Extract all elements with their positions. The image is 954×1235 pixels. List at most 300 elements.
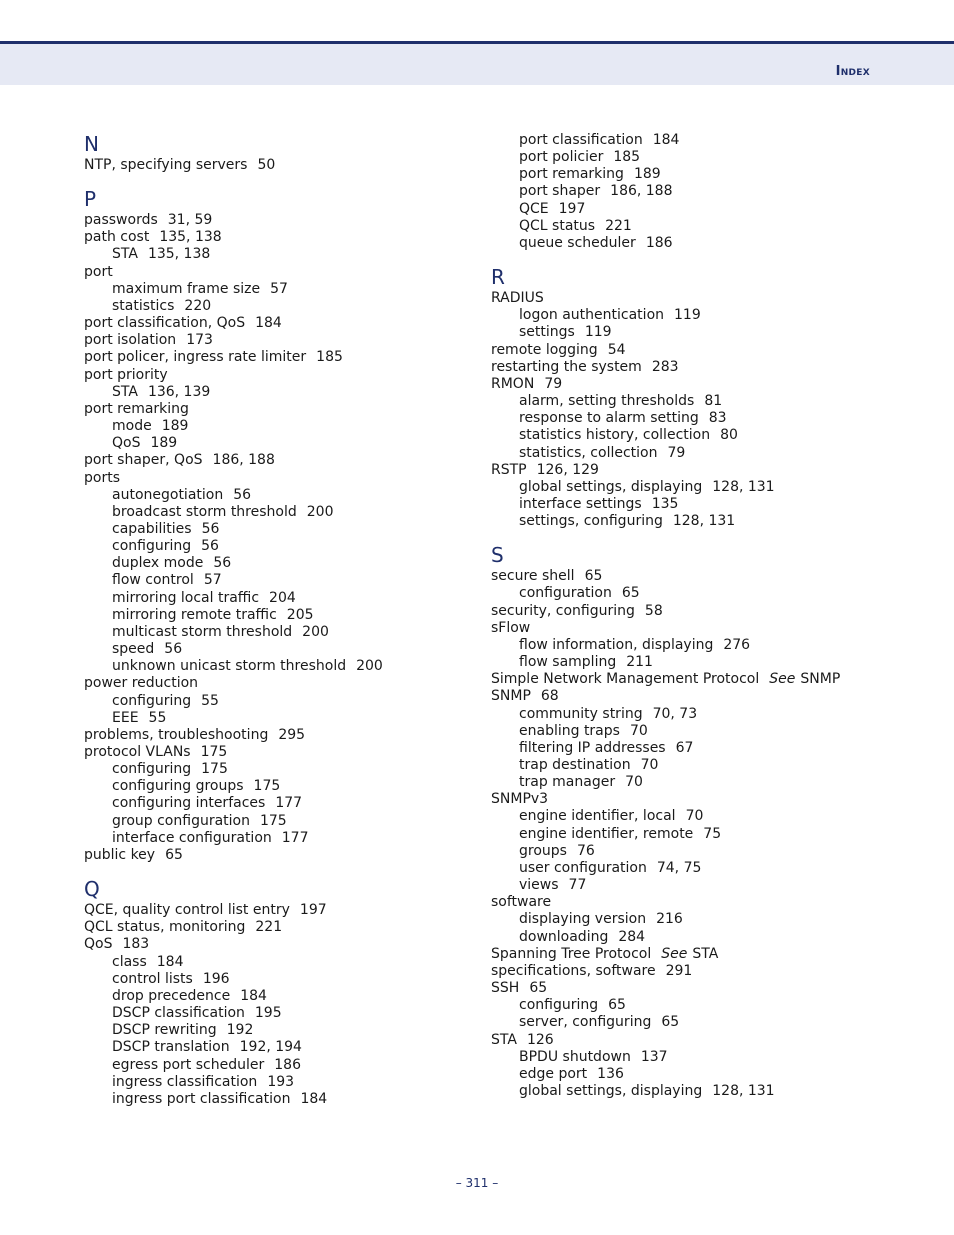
index-subentry — [491, 201, 881, 218]
index-page-refs: 184 — [255, 315, 282, 332]
index-subentry — [84, 1074, 474, 1091]
see-reference-target: STA — [692, 945, 719, 962]
index-term: views — [519, 877, 559, 894]
index-subentry — [84, 555, 474, 572]
index-subentry — [491, 774, 881, 791]
index-page-refs: 56 — [201, 538, 219, 555]
see-reference-label: See — [769, 671, 796, 688]
index-subentry — [84, 795, 474, 812]
index-term: SSH — [491, 980, 520, 997]
index-term: problems, troubleshooting — [84, 726, 269, 743]
index-term: port remarking — [519, 166, 624, 183]
index-term: port remarking — [84, 400, 189, 417]
index-term: settings — [519, 324, 575, 341]
index-term: Spanning Tree Protocol — [491, 945, 652, 962]
index-page-refs: 126 — [526, 1031, 554, 1048]
index-subentry — [491, 1014, 881, 1031]
index-term: port priority — [84, 366, 168, 383]
index-page-refs: 55 — [148, 709, 167, 726]
index-term: specifications, software — [491, 962, 656, 979]
index-term: security, configuring — [491, 602, 635, 619]
index-subentry — [491, 740, 881, 757]
index-entry — [491, 980, 881, 997]
index-page-refs: 65 — [165, 846, 183, 863]
index-entry — [491, 894, 881, 911]
index-page-refs: 31, 59 — [167, 212, 213, 229]
index-page-refs: 200 — [306, 503, 334, 520]
index-term: STA — [112, 383, 138, 400]
index-term: STA — [112, 246, 138, 263]
index-subentry — [84, 1039, 474, 1056]
index-term: displaying version — [519, 911, 647, 928]
index-term: settings, configuring — [519, 513, 663, 530]
index-page-refs: 81 — [704, 393, 723, 410]
index-term: broadcast storm threshold — [112, 503, 297, 520]
index-page-refs: 75 — [703, 825, 722, 842]
index-page-refs: 70, 73 — [652, 705, 698, 722]
section-letter: P — [84, 187, 97, 212]
index-page-refs: 126, 129 — [536, 461, 599, 478]
index-page-refs: 79 — [544, 375, 563, 392]
index-term: QoS — [112, 435, 141, 452]
index-entry — [84, 332, 474, 349]
index-term: enabling traps — [519, 722, 620, 739]
index-term: trap manager — [519, 774, 616, 791]
index-page-refs: 56 — [164, 641, 183, 658]
section-letter: S — [491, 543, 504, 568]
index-term: statistics — [112, 297, 175, 314]
index-subentry — [491, 585, 881, 602]
index-term: unknown unicast storm threshold — [112, 658, 347, 675]
index-entry — [84, 157, 474, 174]
index-page-refs: 76 — [576, 842, 595, 859]
index-term: RMON — [491, 375, 535, 392]
index-page-refs: 50 — [257, 157, 276, 173]
section-letter: R — [491, 265, 505, 290]
index-term: public key — [84, 846, 156, 863]
index-term: filtering IP addresses — [519, 739, 666, 756]
index-term: BPDU shutdown — [519, 1048, 631, 1065]
index-term: flow sampling — [519, 654, 617, 671]
index-subentry — [491, 826, 881, 843]
index-entry — [491, 462, 881, 479]
index-page-refs: 276 — [723, 636, 751, 653]
index-term: flow information, displaying — [519, 636, 714, 653]
index-subentry — [84, 1005, 474, 1022]
index-term: statistics, collection — [519, 444, 658, 461]
index-term: port classification, QoS — [84, 315, 246, 332]
index-page-refs: 186 — [645, 234, 673, 251]
index-page-refs: 189 — [161, 418, 189, 435]
index-term: configuring interfaces — [112, 795, 266, 812]
index-term: DSCP rewriting — [112, 1022, 217, 1039]
index-subentry — [491, 637, 881, 654]
index-page-refs: 186 — [274, 1056, 301, 1073]
index-subentry — [491, 1083, 881, 1100]
index-page-refs: 175 — [253, 778, 281, 795]
index-term: trap destination — [519, 757, 631, 773]
index-term: NTP, specifying servers — [84, 157, 248, 173]
index-subentry — [84, 298, 474, 315]
index-subentry — [491, 654, 881, 671]
index-term: SNMPv3 — [491, 791, 549, 808]
index-subentry — [491, 808, 881, 825]
index-page-refs: 70 — [629, 722, 648, 739]
section-letter: Q — [84, 877, 100, 902]
index-term: port policier — [519, 149, 604, 166]
index-page-refs: 183 — [122, 936, 150, 953]
index-subentry — [491, 723, 881, 740]
index-entry — [84, 315, 474, 332]
index-page-refs: 184 — [240, 987, 267, 1004]
index-entry — [84, 470, 474, 487]
index-page-refs: 184 — [156, 953, 184, 970]
index-page-refs: 291 — [665, 962, 693, 979]
index-subentry — [491, 860, 881, 877]
index-subentry — [491, 235, 881, 252]
index-subentry — [84, 384, 474, 401]
index-entry — [84, 727, 474, 744]
see-reference-label: See — [661, 945, 688, 962]
index-page-refs: 189 — [150, 435, 178, 452]
index-entry — [84, 902, 474, 919]
index-term: group configuration — [112, 812, 250, 829]
index-page-refs: 175 — [201, 761, 228, 778]
index-page-refs: 189 — [633, 166, 661, 183]
index-page-refs: 184 — [300, 1090, 328, 1107]
index-entry — [491, 671, 881, 688]
index-page-refs: 211 — [626, 654, 653, 671]
index-term: downloading — [519, 928, 609, 945]
index-entry — [491, 1032, 881, 1049]
index-column-right — [491, 132, 881, 1100]
index-term: passwords — [84, 212, 158, 229]
index-term: engine identifier, local — [519, 808, 676, 825]
index-term: port classification — [519, 132, 643, 148]
index-page-refs: 70 — [685, 808, 704, 825]
index-subentry — [84, 521, 474, 538]
index-subentry — [491, 427, 881, 444]
index-subentry — [84, 624, 474, 641]
index-term: port policer, ingress rate limiter — [84, 349, 307, 366]
index-page-refs: 55 — [201, 692, 219, 709]
index-term: protocol VLANs — [84, 744, 191, 760]
index-page-refs: 56 — [201, 520, 220, 537]
index-subentry — [84, 658, 474, 675]
index-term: statistics history, collection — [519, 427, 711, 444]
index-term: speed — [112, 641, 155, 658]
index-page-refs: 77 — [568, 877, 587, 894]
index-term: sFlow — [491, 619, 531, 636]
index-term: SNMP — [491, 688, 531, 705]
index-term: configuring — [112, 692, 192, 709]
index-page-refs: 193 — [267, 1073, 295, 1090]
index-entry — [84, 401, 474, 418]
index-term: restarting the system — [491, 358, 642, 375]
index-subentry — [84, 281, 474, 298]
index-term: QCE — [519, 200, 549, 217]
index-subentry — [84, 813, 474, 830]
index-term: port shaper, QoS — [84, 452, 203, 469]
index-term: interface configuration — [112, 829, 272, 846]
index-term: logon authentication — [519, 307, 665, 324]
index-term: egress port scheduler — [112, 1056, 265, 1073]
index-term: port isolation — [84, 332, 177, 349]
index-subentry — [84, 607, 474, 624]
index-page-refs: 195 — [254, 1005, 282, 1022]
index-page-refs: 192 — [226, 1022, 254, 1039]
index-term: DSCP classification — [112, 1005, 245, 1022]
index-page-refs: 205 — [286, 606, 314, 623]
index-subentry — [84, 1057, 474, 1074]
index-entry — [491, 290, 881, 307]
index-term: DSCP translation — [112, 1039, 230, 1056]
index-term: software — [491, 894, 552, 911]
index-term: community string — [519, 705, 643, 722]
index-entry — [491, 342, 881, 359]
index-term: multicast storm threshold — [112, 623, 293, 640]
index-page-refs: 186, 188 — [610, 183, 673, 200]
index-subentry — [491, 929, 881, 946]
index-page-refs: 185 — [316, 349, 343, 366]
header-band — [0, 41, 954, 85]
index-term: RSTP — [491, 461, 527, 478]
index-page-refs: 119 — [584, 324, 612, 341]
page-number: – 311 – — [455, 1176, 499, 1190]
index-subentry — [84, 487, 474, 504]
index-term: remote logging — [491, 341, 598, 358]
index-page-refs: 65 — [621, 585, 640, 602]
index-page-refs: 221 — [605, 217, 632, 234]
index-page-refs: 65 — [661, 1014, 680, 1031]
index-page-refs: 136, 139 — [147, 383, 211, 400]
index-entry — [84, 744, 474, 761]
index-term: groups — [519, 842, 567, 859]
index-subentry — [491, 1066, 881, 1083]
index-term: port shaper — [519, 183, 601, 200]
index-subentry — [491, 183, 881, 200]
index-page-refs: 128, 131 — [672, 513, 736, 530]
index-term: duplex mode — [112, 555, 204, 572]
index-page-refs: 57 — [203, 572, 222, 589]
index-page-refs: 65 — [584, 568, 603, 585]
index-subentry — [491, 218, 881, 235]
index-page-refs: 67 — [675, 739, 694, 756]
index-page-refs: 175 — [259, 812, 287, 829]
index-subentry — [84, 710, 474, 727]
index-subentry — [84, 988, 474, 1005]
index-term: mirroring remote traffic — [112, 606, 277, 623]
index-page-refs: 197 — [558, 200, 586, 217]
index-page-refs: 56 — [233, 486, 252, 503]
index-term: capabilities — [112, 520, 192, 537]
index-subentry — [84, 590, 474, 607]
index-term: QoS — [84, 936, 113, 953]
index-term: secure shell — [491, 568, 575, 585]
index-page-refs: 79 — [667, 444, 686, 461]
index-entry — [84, 675, 474, 692]
index-page-refs: 65 — [529, 980, 548, 997]
index-subentry — [84, 693, 474, 710]
index-subentry — [491, 513, 881, 530]
index-page-refs: 177 — [281, 829, 309, 846]
section-letter: N — [84, 132, 99, 156]
index-page-refs: 216 — [656, 911, 683, 928]
index-page-refs: 128, 131 — [712, 478, 775, 495]
see-reference-target: SNMP — [800, 671, 841, 688]
index-page-refs: 200 — [356, 658, 383, 675]
index-subentry — [491, 997, 881, 1014]
index-term: EEE — [112, 709, 139, 726]
index-page-refs: 58 — [644, 602, 663, 619]
index-subentry — [84, 971, 474, 988]
index-entry — [84, 349, 474, 366]
index-term: global settings, displaying — [519, 1082, 703, 1099]
index-page-refs: 184 — [652, 132, 680, 148]
index-page-refs: 54 — [607, 341, 626, 358]
index-term: global settings, displaying — [519, 478, 703, 495]
index-subentry — [491, 706, 881, 723]
index-subentry — [84, 1022, 474, 1039]
index-page-refs: 74, 75 — [656, 859, 702, 876]
index-entry — [84, 229, 474, 246]
index-subentry — [491, 757, 881, 774]
index-page-refs: 221 — [255, 919, 283, 936]
index-page-refs: 65 — [608, 997, 626, 1014]
index-subentry — [84, 418, 474, 435]
index-entry — [491, 963, 881, 980]
index-page-refs: 175 — [200, 744, 228, 760]
index-page-refs: 197 — [299, 902, 327, 919]
index-term: class — [112, 953, 147, 970]
index-subentry — [84, 538, 474, 555]
index-term: configuring — [519, 997, 599, 1014]
index-page-refs: 204 — [269, 589, 296, 606]
index-term: ingress port classification — [112, 1090, 291, 1107]
index-page-refs: 128, 131 — [712, 1082, 775, 1099]
index-page-refs: 68 — [540, 688, 559, 705]
index-subentry — [491, 393, 881, 410]
index-term: configuring — [112, 761, 192, 778]
index-term: QCL status — [519, 217, 596, 234]
index-entry — [491, 688, 881, 705]
index-page-refs: 56 — [213, 555, 232, 572]
index-term: control lists — [112, 970, 193, 987]
index-term: engine identifier, remote — [519, 825, 694, 842]
header-title: Index — [835, 64, 870, 79]
index-page-refs: 57 — [270, 280, 288, 297]
index-term: user configuration — [519, 859, 647, 876]
index-subentry — [491, 911, 881, 928]
index-term: STA — [491, 1031, 517, 1048]
index-page-refs: 70 — [625, 774, 643, 791]
index-term: power reduction — [84, 675, 199, 692]
index-term: maximum frame size — [112, 280, 261, 297]
index-page-refs: 135 — [651, 495, 679, 512]
index-page-refs: 185 — [613, 149, 641, 166]
index-term: mode — [112, 418, 152, 435]
index-term: alarm, setting thresholds — [519, 393, 695, 410]
index-term: QCL status, monitoring — [84, 919, 246, 936]
index-term: mirroring local traffic — [112, 589, 260, 606]
index-page-refs: 70 — [640, 757, 659, 773]
index-term: ports — [84, 469, 120, 486]
index-term: interface settings — [519, 495, 642, 512]
index-page-refs: 80 — [720, 427, 738, 444]
index-term: configuring groups — [112, 778, 244, 795]
index-subentry — [491, 307, 881, 324]
index-subentry — [491, 149, 881, 166]
index-subentry — [84, 778, 474, 795]
index-subentry — [84, 572, 474, 589]
index-term: configuration — [519, 585, 612, 602]
index-entry — [491, 603, 881, 620]
index-subentry — [491, 324, 881, 341]
index-page-refs: 200 — [302, 623, 329, 640]
index-page-refs: 135, 138 — [147, 246, 211, 263]
index-page-refs: 295 — [278, 726, 306, 743]
index-term: flow control — [112, 572, 194, 589]
index-term: Simple Network Management Protocol — [491, 671, 760, 688]
index-page-refs: 186, 188 — [212, 452, 275, 469]
index-subentry — [491, 445, 881, 462]
index-term: QCE, quality control list entry — [84, 902, 290, 919]
index-subentry — [491, 479, 881, 496]
index-page-refs: 119 — [674, 307, 701, 324]
index-entry — [84, 847, 474, 864]
index-term: autonegotiation — [112, 486, 224, 503]
index-entry — [84, 936, 474, 953]
index-page-refs: 137 — [640, 1048, 668, 1065]
index-subentry — [84, 504, 474, 521]
index-entry — [491, 791, 881, 808]
index-subentry — [84, 830, 474, 847]
index-subentry — [491, 496, 881, 513]
index-entry — [491, 359, 881, 376]
index-subentry — [84, 435, 474, 452]
index-term: queue scheduler — [519, 234, 636, 251]
index-term: ingress classification — [112, 1073, 258, 1090]
index-subentry — [84, 1091, 474, 1108]
index-page-refs: 136 — [597, 1065, 624, 1082]
index-page-refs: 196 — [202, 970, 230, 987]
index-page-refs: 177 — [275, 795, 303, 812]
index-page-refs: 192, 194 — [239, 1039, 302, 1056]
index-subentry — [84, 954, 474, 971]
index-entry — [84, 452, 474, 469]
index-entry — [84, 919, 474, 936]
index-subentry — [491, 132, 881, 149]
index-entry — [84, 367, 474, 384]
index-subentry — [491, 1049, 881, 1066]
index-page-refs: 173 — [186, 332, 213, 349]
index-subentry — [84, 641, 474, 658]
index-term: drop precedence — [112, 987, 231, 1004]
index-subentry — [491, 877, 881, 894]
index-term: port — [84, 263, 113, 280]
index-page-refs: 284 — [618, 928, 646, 945]
index-page-refs: 283 — [651, 358, 679, 375]
index-entry — [84, 264, 474, 281]
index-subentry — [491, 410, 881, 427]
index-subentry — [491, 843, 881, 860]
index-term: edge port — [519, 1065, 588, 1082]
index-page-refs: 135, 138 — [159, 229, 222, 246]
index-entry — [84, 212, 474, 229]
index-term: server, configuring — [519, 1014, 652, 1031]
index-subentry — [491, 166, 881, 183]
index-term: path cost — [84, 229, 150, 246]
